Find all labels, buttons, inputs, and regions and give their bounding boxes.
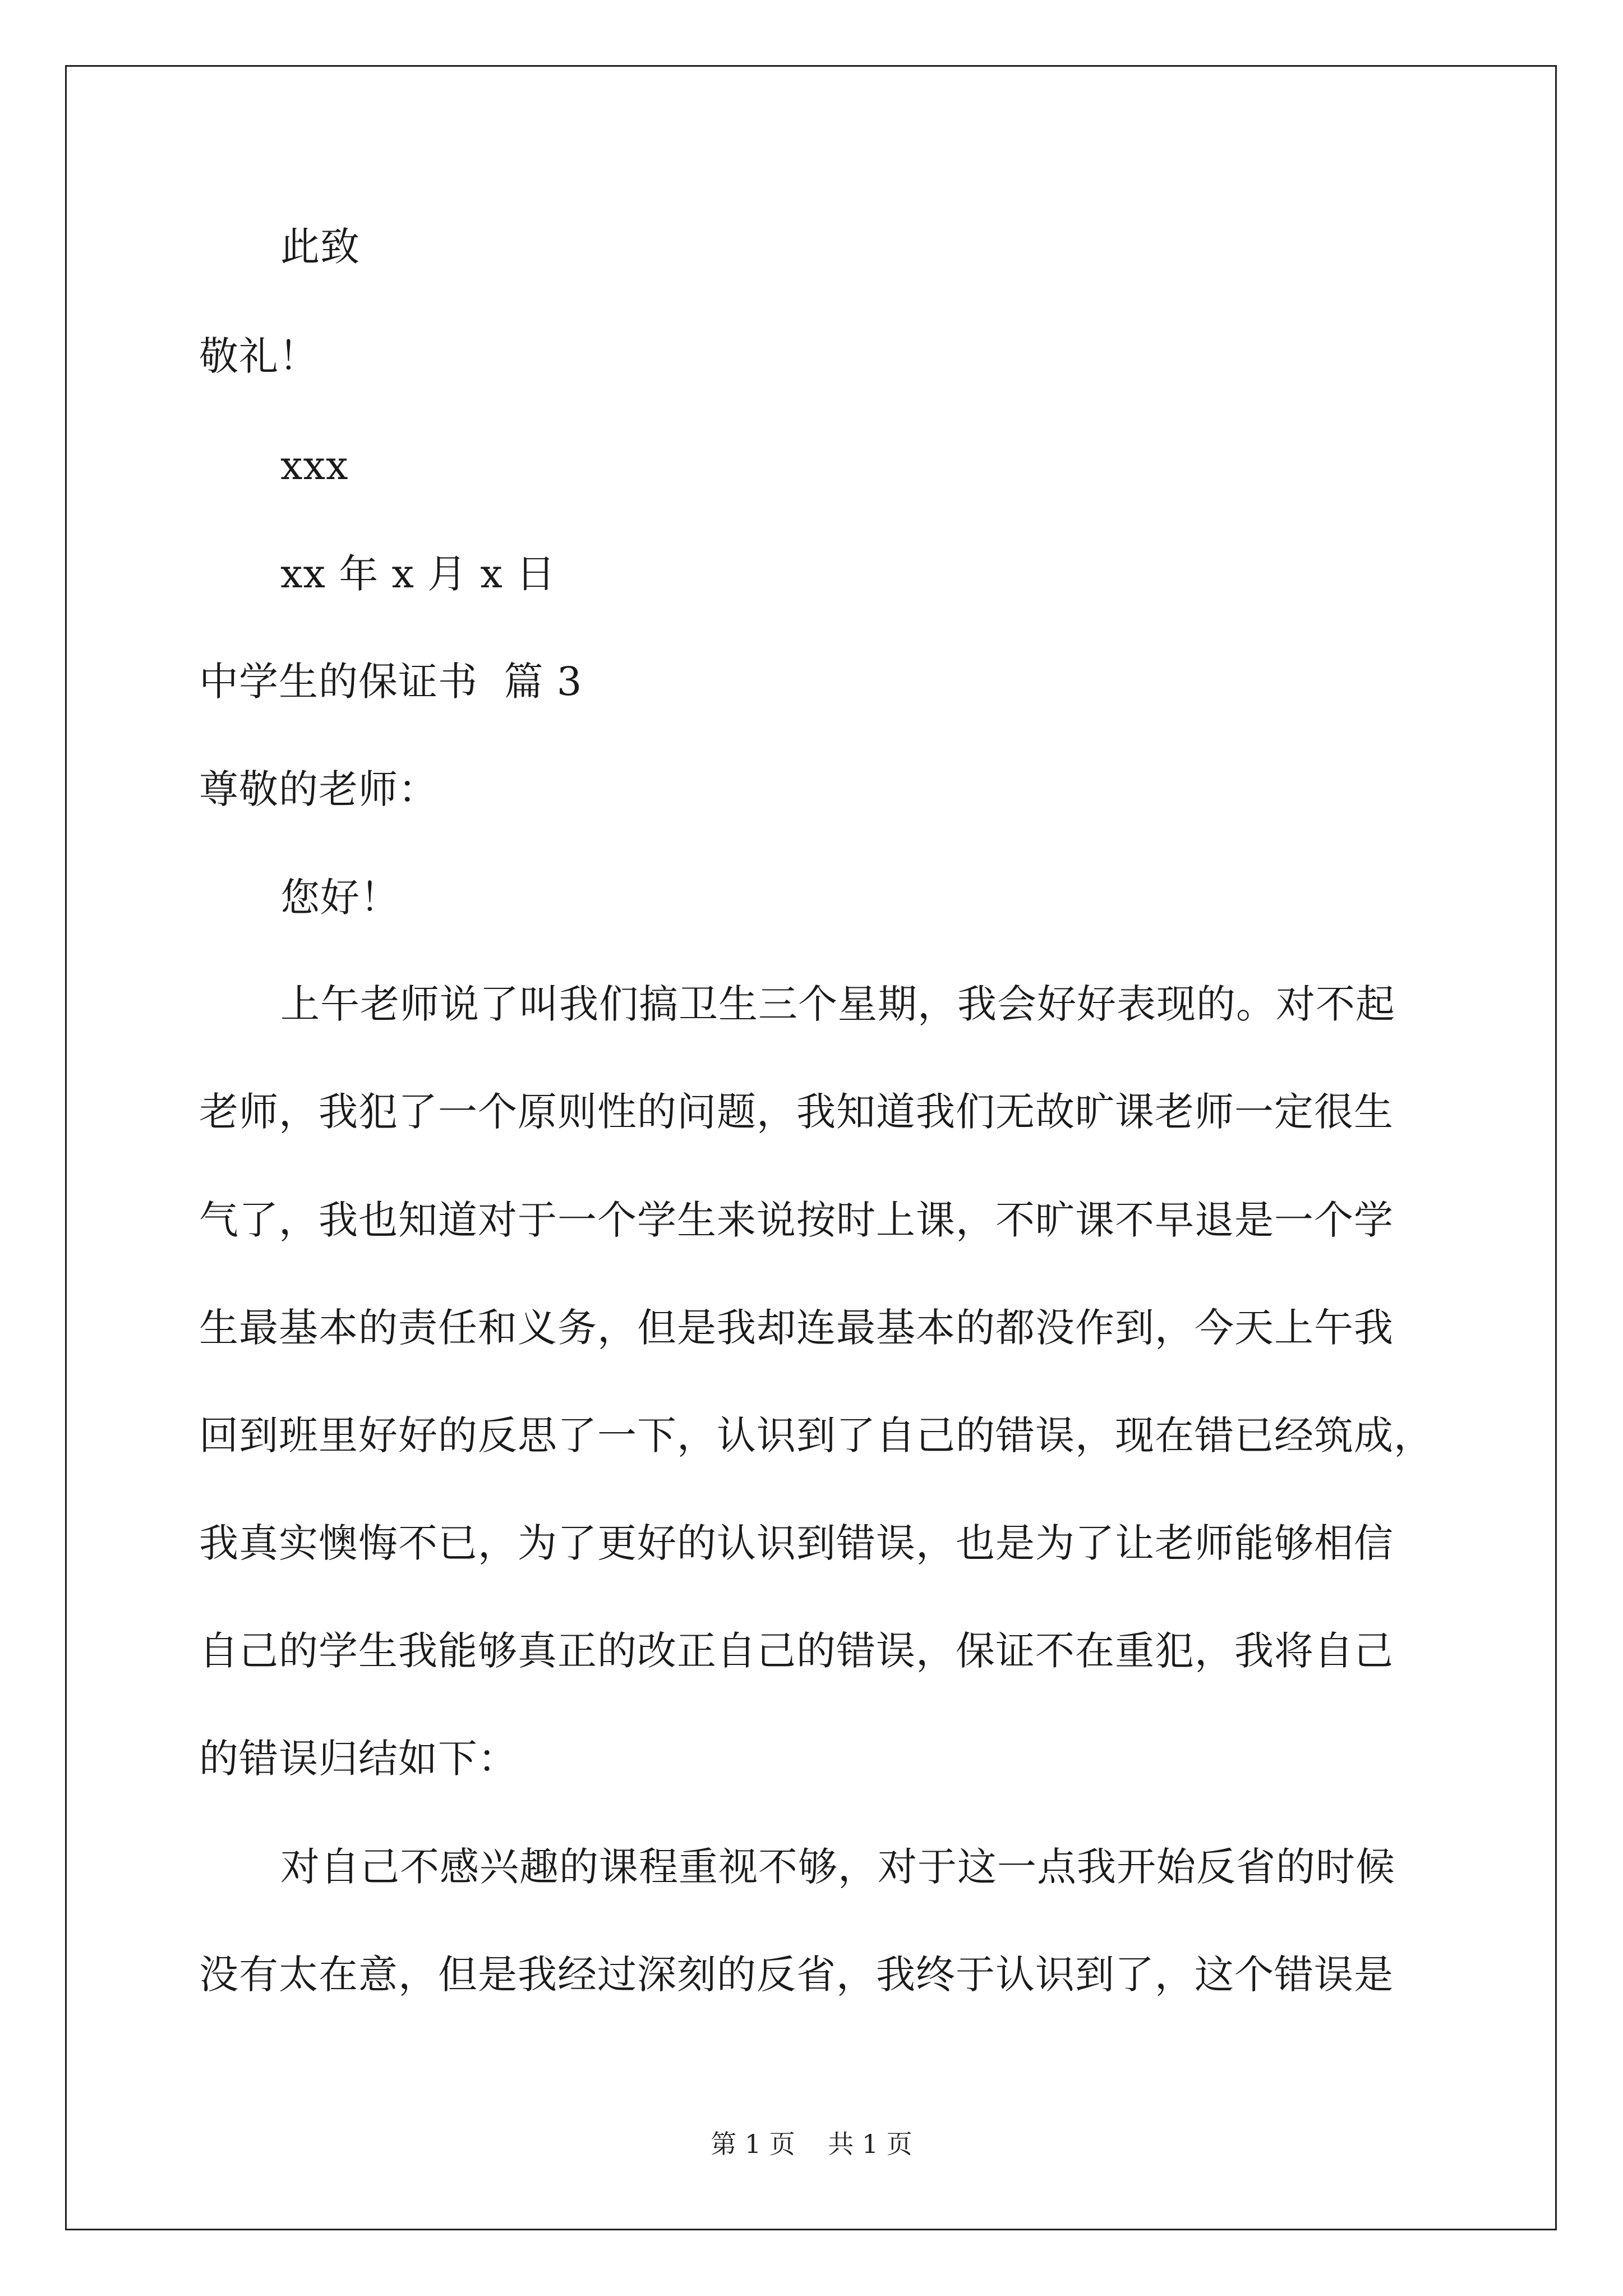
closing-salutation: 此致 [280, 224, 360, 270]
paragraph-line: 对自己不感兴趣的课程重视不够，对于这一点我开始反省的时候 [280, 1844, 1395, 1890]
paragraph-line: 气了，我也知道对于一个学生来说按时上课，不旷课不早退是一个学 [199, 1197, 1394, 1243]
paragraph-line: 生最基本的责任和义务，但是我却连最基本的都没作到，今天上午我 [199, 1305, 1394, 1351]
section-heading: 中学生的保证书 篇 3 [199, 659, 583, 705]
paragraph-line: 没有太在意，但是我经过深刻的反省，我终于认识到了，这个错误是 [199, 1952, 1394, 1998]
greeting: 您好！ [280, 875, 400, 921]
date-line: xx 年 x 月 x 日 [280, 551, 556, 597]
addressee: 尊敬的老师： [199, 766, 438, 812]
paragraph-line: 我真实懊悔不已，为了更好的认识到错误，也是为了让老师能够相信 [199, 1520, 1394, 1566]
paragraph-line: 老师，我犯了一个原则性的问题，我知道我们无故旷课老师一定很生 [199, 1089, 1394, 1135]
paragraph-line: 回到班里好好的反思了一下，认识到了自己的错误，现在错已经筑成， [199, 1412, 1433, 1458]
page-footer: 第 1 页 共 1 页 [711, 2129, 912, 2159]
paragraph-line: 的错误归结如下： [199, 1736, 518, 1782]
paragraph-line: 上午老师说了叫我们搞卫生三个星期，我会好好表现的。对不起 [280, 981, 1395, 1027]
page-border [65, 65, 1557, 2230]
signature: xxx [280, 443, 349, 489]
closing-respect: 敬礼！ [199, 333, 319, 379]
paragraph-line: 自己的学生我能够真正的改正自己的错误，保证不在重犯，我将自己 [199, 1628, 1394, 1674]
